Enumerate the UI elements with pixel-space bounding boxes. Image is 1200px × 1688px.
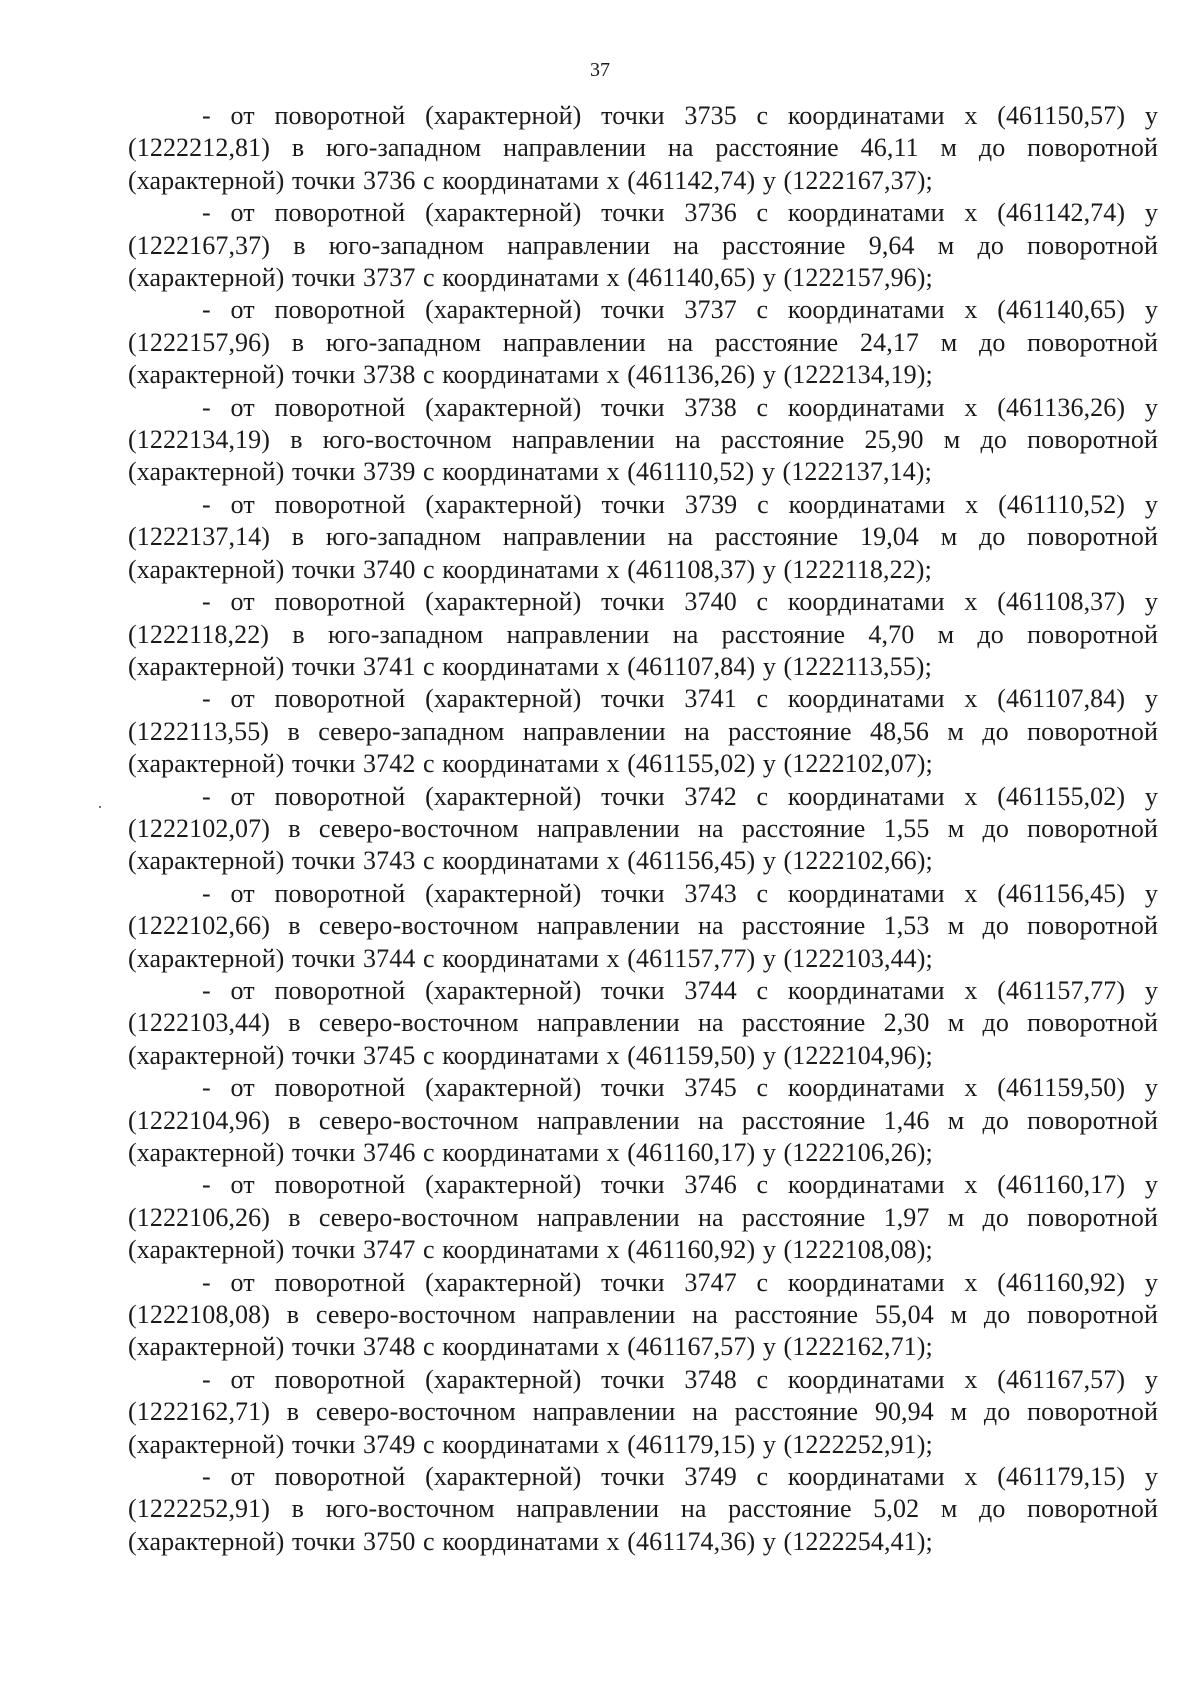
boundary-segment-paragraph: - от поворотной (характерной) точки 3749 с координатами х (461179,15) у (1222252,91) в юго-восточном направлении на расстояние 5,02 м до поворотной (характерной) точки 3750 с координатами х (461174,36) у (1222254,41);	[128, 1462, 1158, 1556]
boundary-segment-paragraph: - от поворотной (характерной) точки 3742 с координатами х (461155,02) у (1222102,07) в северо-восточном направлении на расстояние 1,55 м до поворотной (характерной) точки 3743 с координатами х (461156,45) у (1222102,66);	[128, 781, 1158, 876]
boundary-segment-paragraph: - от поворотной (характерной) точки 3737 с координатами х (461140,65) у (1222157,96) в юго-западном направлении на расстояние 24,17 м до поворотной (характерной) точки 3738 с координатами х (461136,26) у (1222134,19);	[128, 295, 1158, 390]
boundary-segment-paragraph: - от поворотной (характерной) точки 3736 с координатами х (461142,74) у (1222167,37) в юго-западном направлении на расстояние 9,64 м до поворотной (характерной) точки 3737 с координатами х (461140,65) у (1222157,96);	[128, 198, 1158, 293]
boundary-segment-paragraph: - от поворотной (характерной) точки 3744 с координатами х (461157,77) у (1222103,44) в северо-восточном направлении на расстояние 2,30 м до поворотной (характерной) точки 3745 с координатами х (461159,50) у (1222104,96);	[128, 975, 1158, 1070]
scan-speck	[99, 806, 101, 808]
boundary-segment-paragraph: - от поворотной (характерной) точки 3748 с координатами х (461167,57) у (1222162,71) в северо-восточном направлении на расстояние 90,94 м до поворотной (характерной) точки 3749 с координатами х (461179,15) у (1222252,91);	[128, 1364, 1158, 1459]
boundary-segment-paragraph: - от поворотной (характерной) точки 3743 с координатами х (461156,45) у (1222102,66) в северо-восточном направлении на расстояние 1,53 м до поворотной (характерной) точки 3744 с координатами х (461157,77) у (1222103,44);	[128, 878, 1158, 973]
boundary-segment-paragraph: - от поворотной (характерной) точки 3747 с координатами х (461160,92) у (1222108,08) в северо-восточном направлении на расстояние 55,04 м до поворотной (характерной) точки 3748 с координатами х (461167,57) у (1222162,71);	[128, 1267, 1158, 1362]
boundary-segment-paragraph: - от поворотной (характерной) точки 3735 с координатами х (461150,57) у (1222212,81) в юго-западном направлении на расстояние 46,11 м до поворотной (характерной) точки 3736 с координатами х (461142,74) у (1222167,37);	[128, 101, 1158, 195]
boundary-segment-paragraph: - от поворотной (характерной) точки 3738 с координатами х (461136,26) у (1222134,19) в юго-восточном направлении на расстояние 25,90 м до поворотной (характерной) точки 3739 с координатами х (461110,52) у (1222137,14);	[128, 392, 1158, 487]
boundary-segment-paragraph: - от поворотной (характерной) точки 3739 с координатами х (461110,52) у (1222137,14) в юго-западном направлении на расстояние 19,04 м до поворотной (характерной) точки 3740 с координатами х (461108,37) у (1222118,22);	[128, 489, 1158, 584]
boundary-segment-paragraph: - от поворотной (характерной) точки 3741 с координатами х (461107,84) у (1222113,55) в северо-западном направлении на расстояние 48,56 м до поворотной (характерной) точки 3742 с координатами х (461155,02) у (1222102,07);	[128, 684, 1158, 779]
boundary-segment-paragraph: - от поворотной (характерной) точки 3740 с координатами х (461108,37) у (1222118,22) в юго-западном направлении на расстояние 4,70 м до поворотной (характерной) точки 3741 с координатами х (461107,84) у (1222113,55);	[128, 587, 1158, 681]
boundary-segment-paragraph: - от поворотной (характерной) точки 3745 с координатами х (461159,50) у (1222104,96) в северо-восточном направлении на расстояние 1,46 м до поворотной (характерной) точки 3746 с координатами х (461160,17) у (1222106,26);	[128, 1073, 1158, 1167]
page-number: 37	[590, 59, 610, 81]
document-body	[128, 100, 1158, 1558]
boundary-segment-paragraph: - от поворотной (характерной) точки 3746 с координатами х (461160,17) у (1222106,26) в северо-восточном направлении на расстояние 1,97 м до поворотной (характерной) точки 3747 с координатами х (461160,92) у (1222108,08);	[128, 1170, 1158, 1265]
